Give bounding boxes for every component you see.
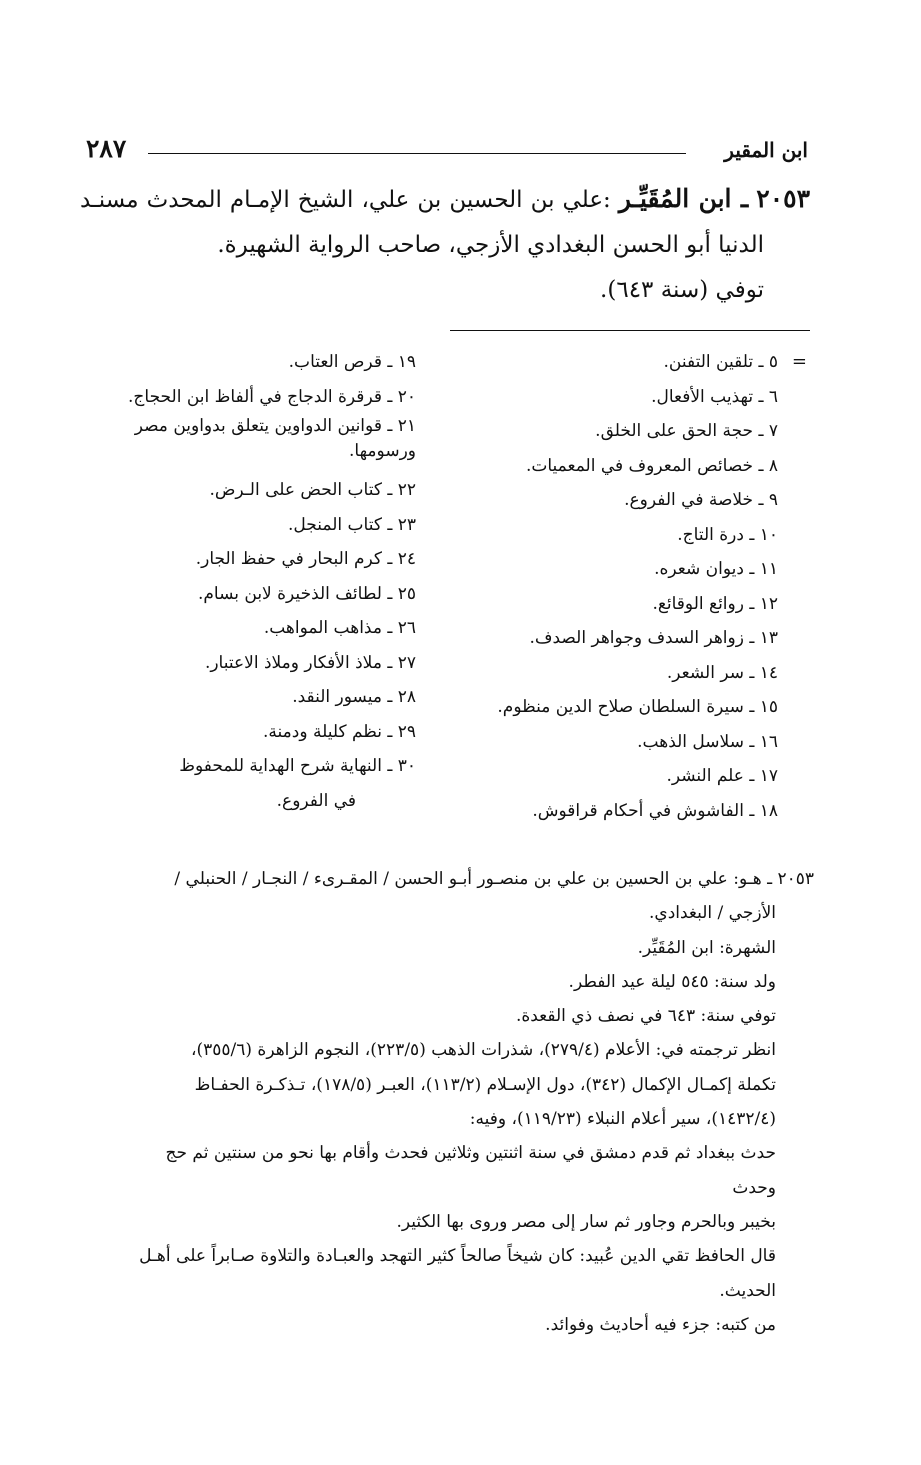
footnote-separator [450, 330, 810, 331]
list-item: ٢٨ ـ ميسور النقد. [292, 687, 416, 707]
entry-death-year: توفي (سنة ٦٤٣). [600, 277, 764, 303]
list-item: ٣٠ ـ النهاية شرح الهداية للمحفوظ [179, 756, 416, 776]
footnote-line: ٢٠٥٣ ـ هـو: علي بن الحسين بن علي بن منصـور أبـو الحسن / المقـرىء / النجـار / الحنبلي / [174, 869, 814, 889]
running-header [86, 134, 808, 170]
footnote-paragraph: حدث ببغداد ثم قدم دمشق في سنة اثنتين وثلاثين فحدث وأقام بها نحو من سنتين ثم حج وحدث [165, 1143, 776, 1198]
list-item: ١٨ ـ الفاشوش في أحكام قراقوش. [532, 800, 778, 821]
list-item: ٦ ـ تهذيب الأفعال. [651, 386, 778, 407]
list-item: ٨ ـ خصائص المعروف في المعميات. [525, 455, 778, 476]
list-item-continuation: في الفروع. [276, 790, 356, 811]
list-item: ١٢ ـ روائع الوقائع. [652, 593, 778, 614]
list-item: ٢٧ ـ ملاذ الأفكار وملاذ الاعتبار. [204, 652, 416, 673]
footnote-died: توفي سنة: ٦٤٣ في نصف ذي القعدة. [515, 1006, 776, 1027]
footnote-fame: الشهرة: ابن المُقَيِّر. [637, 937, 776, 958]
footnote-born: ولد سنة: ٥٤٥ ليلة عيد الفطر. [568, 971, 776, 992]
list-item: ١٠ ـ درة التاج. [677, 524, 778, 545]
footnote-references: (١٤٣٢/٤)، سير أعلام النبلاء (١١٩/٢٣)، وفيه: [469, 1109, 776, 1130]
entry-line-2: الدنيا أبو الحسن البغدادي الأزجي، صاحب الرواية الشهيرة. [217, 232, 764, 258]
list-item: ٢١ ـ قوانين الدواوين يتعلق بدواوين مصر ورسومها. [134, 416, 416, 461]
list-item: ١٣ ـ زواهر السدف وجواهر الصدف. [529, 628, 778, 648]
footnote-line: الأزجي / البغدادي. [648, 903, 776, 924]
list-item: ٢٣ ـ كتاب المنجل. [288, 514, 416, 535]
footnote-works: من كتبه: جزء فيه أحاديث وفوائد. [545, 1314, 776, 1335]
list-item: ٢٢ ـ كتاب الحض على الـرض. [209, 480, 416, 500]
list-item: ١٧ ـ علم النشر. [666, 766, 778, 786]
running-title: ابن المقير [724, 138, 808, 162]
list-item: ٢٥ ـ لطائف الذخيرة لابن بسام. [197, 583, 416, 604]
list-item: ٢٩ ـ نظم كليلة ودمنة. [263, 721, 416, 742]
list-item: ٢٤ ـ كرم البحار في حفظ الجار. [195, 549, 416, 569]
entry-number: ٢٠٥٣ [756, 184, 811, 213]
entry-line-1-text: :علي بن الحسين بن علي، الشيخ الإمـام المحدث مسنـد [80, 187, 611, 213]
main-entry [80, 176, 810, 313]
footnote-paragraph: بخيبر وبالحرم وجاور ثم سار إلى مصر وروى بها الكثير. [396, 1211, 776, 1232]
list-item: ٥ ـ تلقين التفنن. [663, 352, 778, 372]
continuation-mark: = [791, 351, 807, 372]
list-item: ١٥ ـ سيرة السلطان صلاح الدين منظوم. [497, 697, 778, 717]
entry-line-1: ٢٠٥٣ ـ ابن المُقَيِّـر :علي بن الحسين بن علي، الشيخ الإمـام المحدث مسنـد [80, 184, 811, 213]
list-item: ١٤ ـ سر الشعر. [666, 662, 778, 683]
books-list-right [448, 345, 778, 828]
list-item: ١١ ـ ديوان شعره. [654, 559, 778, 579]
footnote [120, 862, 814, 1342]
list-item: ٩ ـ خلاصة في الفروع. [624, 490, 778, 510]
header-rule [148, 153, 686, 154]
footnote-references: تكملة إكمـال الإكمال (٣٤٢)، دول الإسـلام (١١٣/٢)، العبـر (١٧٨/٥)، تـذكـرة الحفـاظ [194, 1074, 776, 1095]
footnote-quote: قال الحافظ تقي الدين عُبيد: كان شيخاً صالحاً كثير التهجد والعبـادة والتلاوة صـابراً على أهـل [139, 1246, 776, 1267]
footnote-references: انظر ترجمته في: الأعلام (٢٧٩/٤)، شذرات الذهب (٢٢٣/٥)، النجوم الزاهرة (٣٥٥/٦)، [190, 1040, 776, 1061]
books-list-left [116, 345, 416, 818]
list-item: ٢٦ ـ مذاهب المواهب. [263, 618, 416, 638]
footnote-quote: الحديث. [719, 1280, 776, 1301]
list-item: ١٦ ـ سلاسل الذهب. [637, 731, 778, 752]
list-item: ٢٠ ـ قرقرة الدجاج في ألفاظ ابن الحجاج. [128, 386, 416, 407]
list-item: ١٩ ـ قرص العتاب. [288, 352, 416, 372]
page-number: ٢٨٧ [86, 134, 127, 163]
entry-name: ابن المُقَيِّـر [618, 184, 732, 213]
list-item: ٧ ـ حجة الحق على الخلق. [595, 421, 778, 441]
